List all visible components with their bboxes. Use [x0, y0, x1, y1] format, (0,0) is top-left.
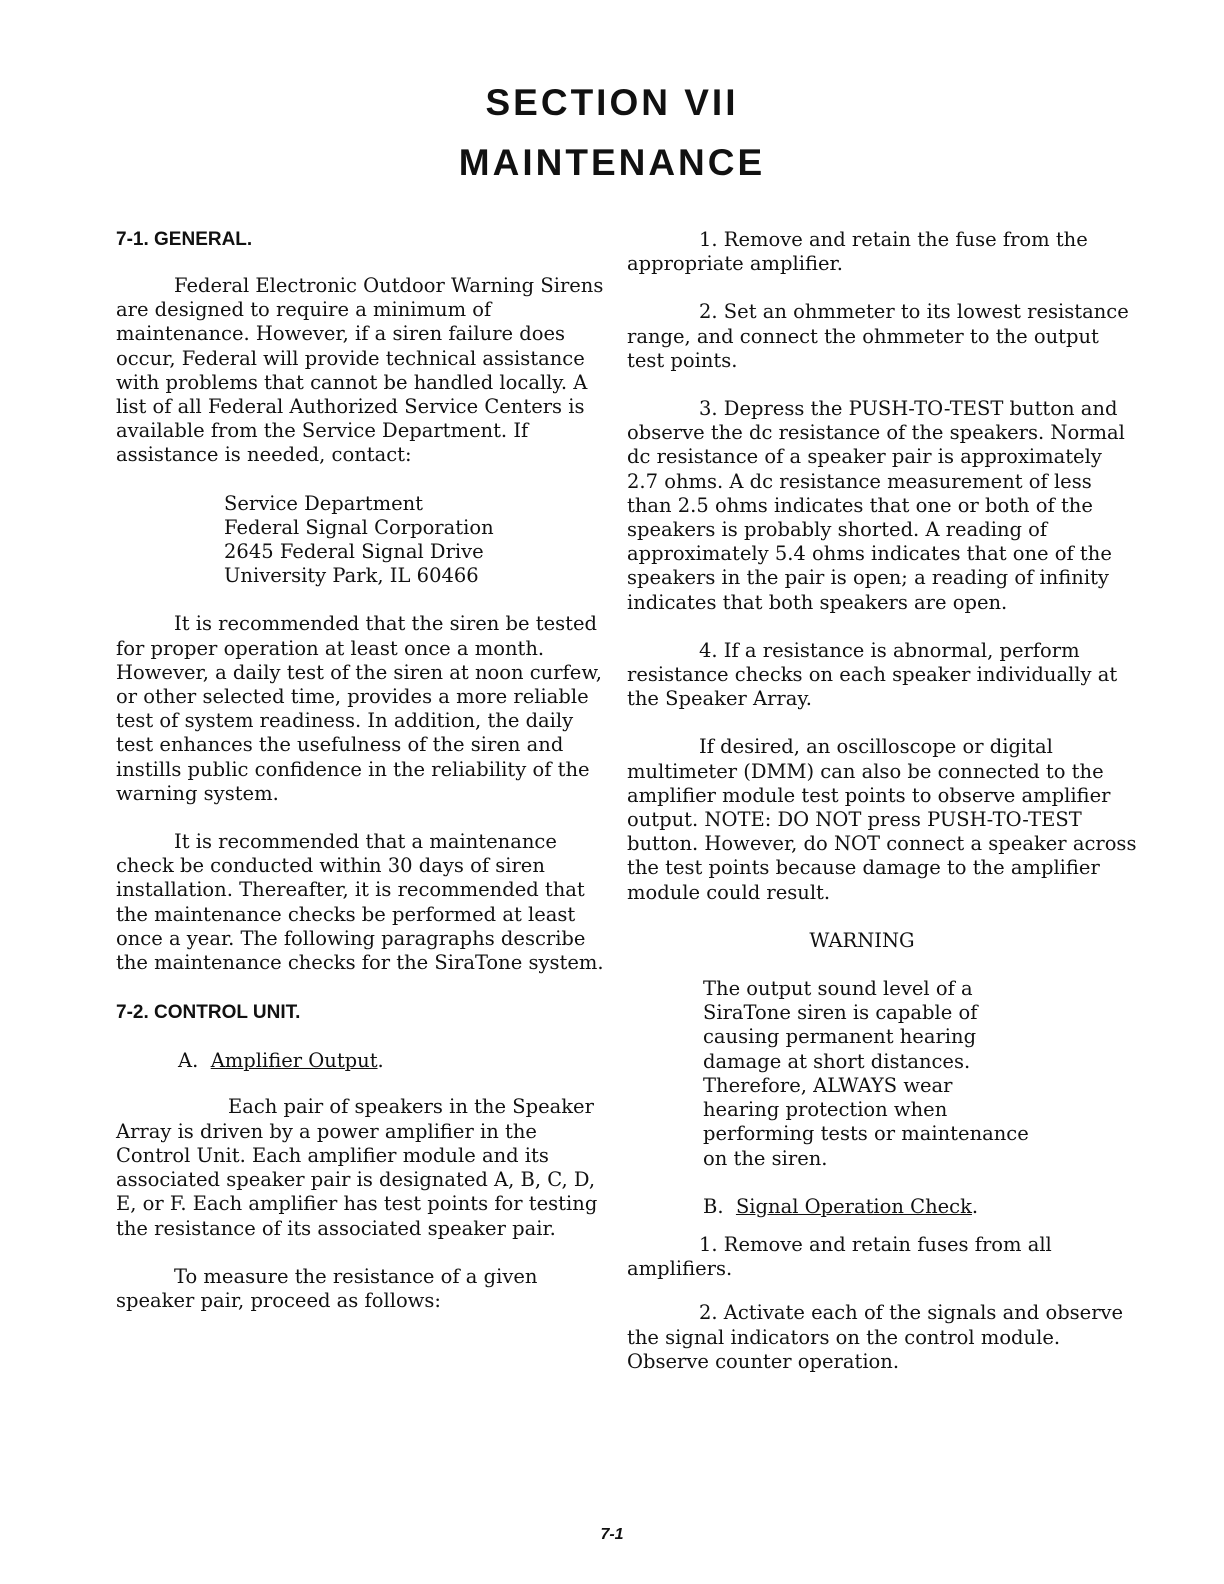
page-number: 7-1	[600, 1526, 624, 1543]
warning-title: WARNING	[809, 928, 915, 952]
section-number: SECTION VII	[485, 82, 739, 123]
amplifier-paragraph: Each pair of speakers in the Speaker Array is driven by a power amplifier in the Control Unit. Each amplifier module and its associated speaker pair is designated A, B, C, D, E, or F. Each amplifier has test points for testing the resistance of its associated speaker pair.	[116, 1095, 598, 1240]
measure-paragraph: To measure the resistance of a given speaker pair, proceed as follows:	[116, 1264, 538, 1312]
test-paragraph: It is recommended that the siren be tested for proper operation at least once a month. However, a daily test of the siren at noon curfew, or other selected time, provides a more reliable test of system readiness. In addition, the daily test enhances the usefulness of the siren and instills public confidence in the reliability of the warning system.	[116, 612, 602, 805]
b-step-2: 2. Activate each of the signals and observe the signal indicators on the control module. Observe counter operation.	[627, 1301, 1124, 1373]
step-1: 1. Remove and retain the fuse from the appropriate amplifier.	[627, 228, 1088, 276]
oscilloscope-paragraph: If desired, an oscilloscope or digital multimeter (DMM) can also be connected to the amplifier module test points to observe amplifier output. NOTE: DO NOT press PUSH-TO-TEST button. However, do NOT connect a speaker across the test points because damage to the amplifier module could result.	[627, 735, 1137, 904]
general-heading: 7-1. GENERAL.	[116, 229, 253, 250]
step-3: 3. Depress the PUSH-TO-TEST button and observe the dc resistance of the speakers. Normal dc resistance of a speaker pair is approximately 2.7 ohms. A dc resistance measurement of less than 2.5 ohms indicates that one or both of the speakers is probably shorted. A reading of approximately 5.4 ohms indicates that one of the speakers in the pair is open; a reading of infinity indicates that both speakers are open.	[627, 397, 1125, 614]
subsection-a-title: Amplifier Output	[210, 1049, 378, 1073]
subsection-b-heading: B. Signal Operation Check.	[703, 1194, 979, 1218]
left-column	[116, 228, 616, 1313]
address-line-2: Federal Signal Corporation	[224, 515, 494, 539]
general-paragraph: Federal Electronic Outdoor Warning Sirens are designed to require a minimum of maintenance. However, if a siren failure does occur, Federal will provide technical assistance with problems that cannot be handled locally. A list of all Federal Authorized Service Centers is available from the Service Department. If assistance is needed, contact:	[116, 274, 604, 467]
b-step-1: 1. Remove and retain fuses from all amplifiers.	[627, 1232, 1052, 1281]
page-title: MAINTENANCE	[458, 142, 766, 183]
maintenance-paragraph: It is recommended that a maintenance check be conducted within 30 days of siren installation. Thereafter, it is recommended that the maintenance checks be performed at least once a year. The following paragraphs describe the maintenance checks for the SiraTone system.	[116, 830, 604, 975]
subsection-a-heading: A. Amplifier Output.	[178, 1049, 384, 1073]
subsection-b-title: Signal Operation Check	[735, 1194, 972, 1218]
control-unit-heading: 7-2. CONTROL UNIT.	[116, 1002, 301, 1024]
warning-body: The output sound level of a SiraTone siren is capable of causing permanent hearing damage at short distances. Therefore, ALWAYS wear hearing protection when performing tests or maintenance on the siren.	[703, 977, 1029, 1170]
address-line-3: 2645 Federal Signal Drive	[224, 540, 484, 564]
step-2: 2. Set an ohmmeter to its lowest resistance range, and connect the ohmmeter to the output test points.	[627, 300, 1129, 372]
step-4: 4. If a resistance is abnormal, perform resistance checks on each speaker individually at the Speaker Array.	[627, 638, 1118, 711]
address-line-1: Service Department	[224, 491, 423, 515]
service-address	[224, 492, 616, 589]
right-column	[627, 228, 1137, 1374]
subsection-b-letter: B.	[703, 1194, 724, 1218]
address-line-4: University Park, IL 60466	[224, 564, 479, 588]
subsection-a-letter: A.	[178, 1049, 199, 1073]
